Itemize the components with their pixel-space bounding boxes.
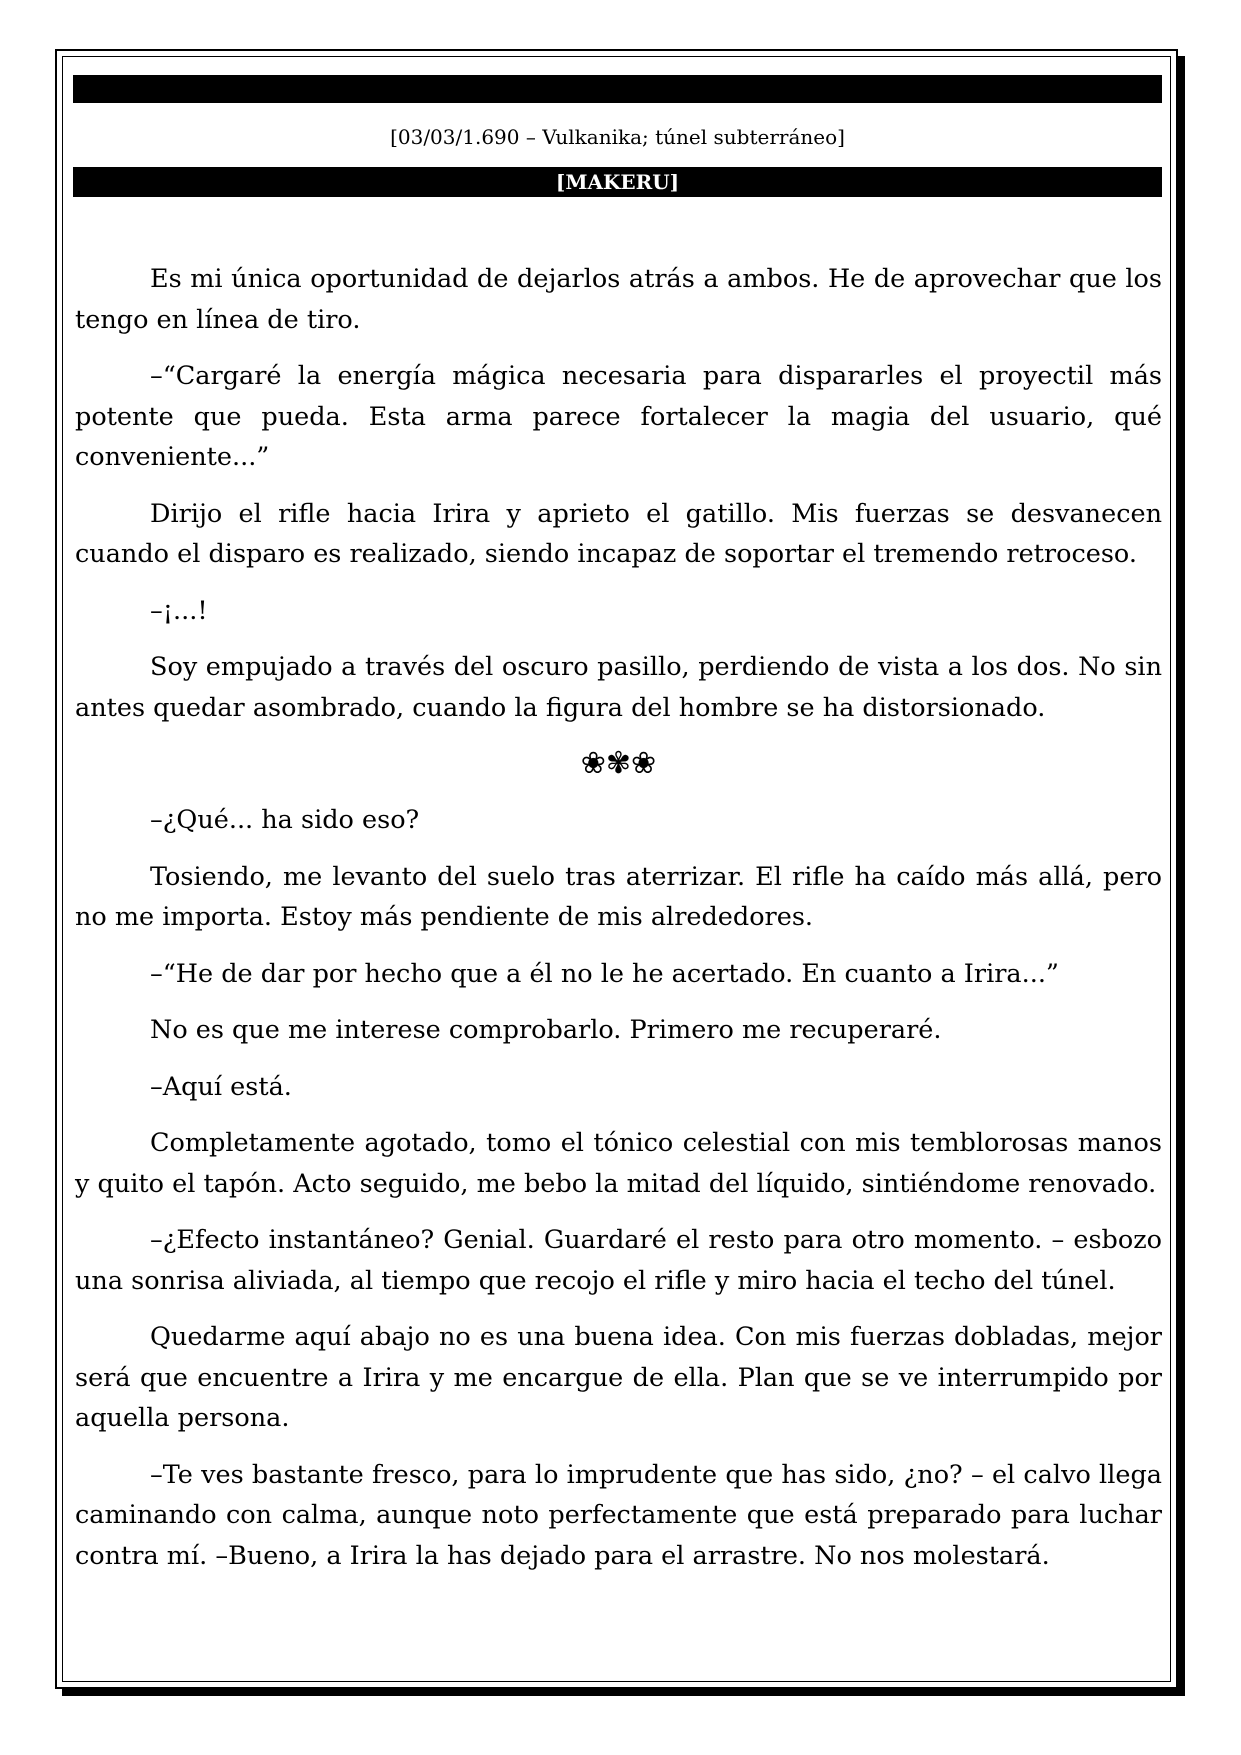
paragraph: –¿Efecto instantáneo? Genial. Guardaré el resto para otro momento. – esbozo una sonrisa aliviada, al tiempo que recojo el rifle y miro hacia el techo del túnel. [75,1225,1162,1296]
paragraph: –¿Qué... ha sido eso? [150,805,420,835]
paragraph: Quedarme aquí abajo no es una buena idea. Con mis fuerzas dobladas, mejor será que encuentre a Irira y me encargue de ella. Plan que se ve interrumpido por aquella persona. [75,1322,1162,1433]
paragraph: Soy empujado a través del oscuro pasillo, perdiendo de vista a los dos. No sin antes quedar asombrado, cuando la figura del hombre se ha distorsionado. [75,652,1162,723]
paragraph: No es que me interese comprobarlo. Primero me recuperaré. [150,1015,942,1045]
pov-character-bar: [MAKERU] [73,167,1162,197]
paragraph: Dirijo el rifle hacia Irira y aprieto el gatillo. Mis fuerzas se desvanecen cuando el disparo es realizado, siendo incapaz de soportar el tremendo retroceso. [75,498,1162,569]
paragraph: –Aquí está. [150,1071,292,1102]
story-text [75,259,1162,1592]
paragraph: –“He de dar por hecho que a él no le he acertado. En cuanto a Irira...” [150,958,1059,989]
paragraph: Es mi única oportunidad de dejarlos atrás a ambos. He de aprovechar que los tengo en línea de tiro. [75,264,1162,335]
scene-setting-header: [03/03/1.690 – Vulkanika; túnel subterráneo] [390,125,845,149]
page-frame [55,49,1178,1689]
top-black-bar [73,75,1162,103]
paragraph: –“Cargaré la energía mágica necesaria para dispararles el proyectil más potente que pueda. Esta arma parece fortalecer la magia del usuario, qué conveniente...” [75,361,1162,472]
scene-break-flower-ornament: ❀✾❀ [580,746,657,781]
paragraph: Tosiendo, me levanto del suelo tras aterrizar. El rifle ha caído más allá, pero no me importa. Estoy más pendiente de mis alrededores. [75,861,1162,932]
paragraph: –¡...! [150,595,208,626]
paragraph: –Te ves bastante fresco, para lo imprudente que has sido, ¿no? – el calvo llega caminando con calma, aunque noto perfectamente que está preparado para luchar contra mí. –Bueno, a Irira la has dejado para el arrastre. No nos molestará. [75,1459,1162,1571]
paragraph: Completamente agotado, tomo el tónico celestial con mis temblorosas manos y quito el tapón. Acto seguido, me bebo la mitad del líquido, sintiéndome renovado. [75,1128,1162,1199]
